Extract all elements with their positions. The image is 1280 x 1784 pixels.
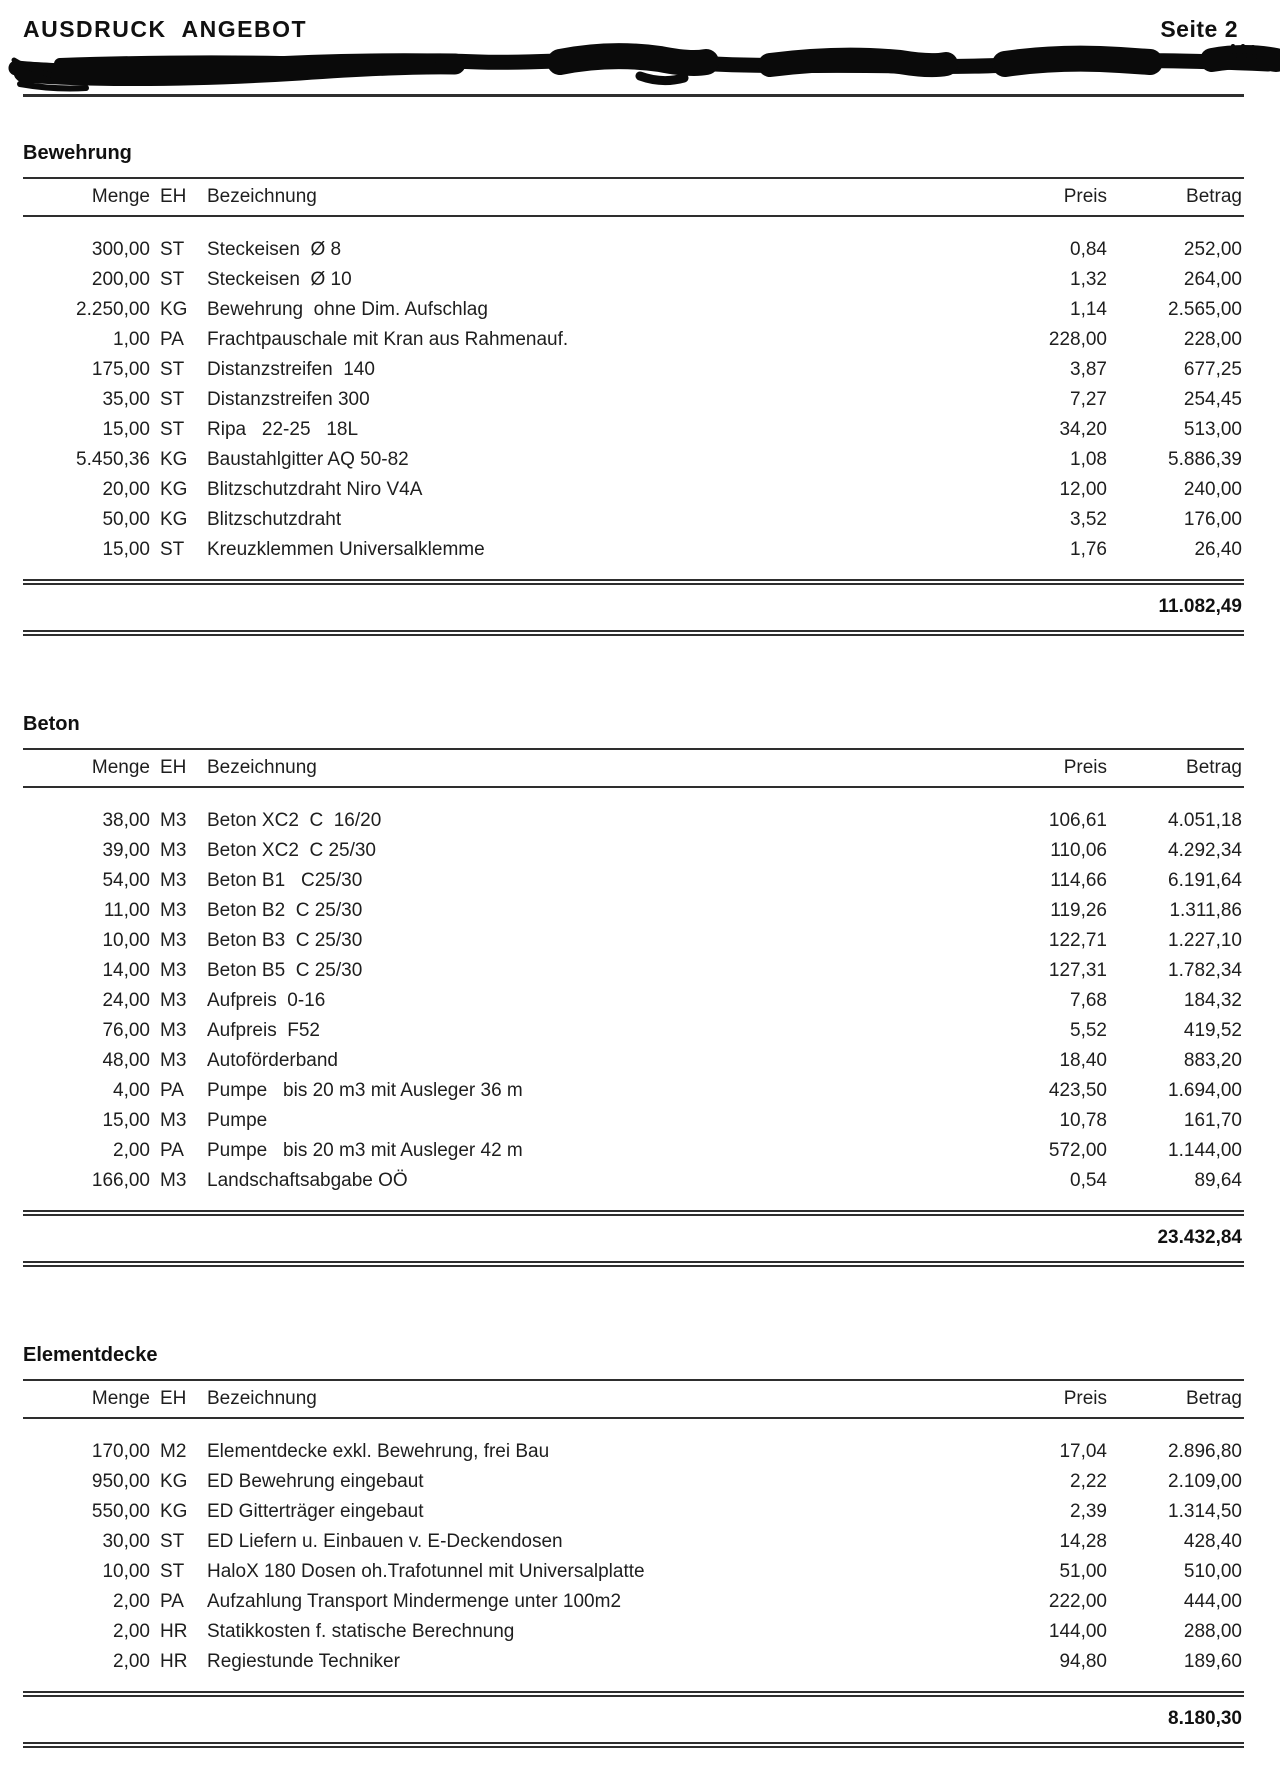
cell-eh: ST xyxy=(160,269,185,290)
cell-bezeichnung: Pumpe bis 20 m3 mit Ausleger 42 m xyxy=(207,1140,523,1161)
section-total: 8.180,30 xyxy=(1168,1708,1242,1729)
cell-preis: 119,26 xyxy=(1050,900,1107,921)
cell-menge: 35,00 xyxy=(102,389,150,410)
section-total: 23.432,84 xyxy=(1157,1227,1242,1248)
cell-menge: 175,00 xyxy=(91,359,150,380)
cell-betrag: 510,00 xyxy=(1183,1561,1242,1582)
column-header-menge: Menge xyxy=(91,757,150,778)
cell-menge: 39,00 xyxy=(102,840,150,861)
cell-preis: 1,14 xyxy=(1070,299,1107,320)
cell-menge: 1,00 xyxy=(113,329,150,350)
cell-bezeichnung: HaloX 180 Dosen oh.Trafotunnel mit Universalplatte xyxy=(207,1561,645,1582)
cell-menge: 54,00 xyxy=(102,870,150,891)
table-row xyxy=(23,355,1244,385)
table-row xyxy=(23,295,1244,325)
cell-eh: ST xyxy=(160,239,185,260)
cell-preis: 0,84 xyxy=(1070,239,1107,260)
cell-menge: 10,00 xyxy=(102,1561,150,1582)
cell-bezeichnung: Aufzahlung Transport Mindermenge unter 100m2 xyxy=(207,1591,622,1612)
cell-preis: 228,00 xyxy=(1048,329,1107,350)
cell-menge: 2,00 xyxy=(113,1140,150,1161)
cell-preis: 122,71 xyxy=(1048,930,1107,951)
cell-eh: KG xyxy=(160,479,188,500)
cell-eh: M3 xyxy=(160,1020,187,1041)
cell-bezeichnung: ED Gitterträger eingebaut xyxy=(207,1501,424,1522)
cell-menge: 166,00 xyxy=(91,1170,150,1191)
cell-eh: KG xyxy=(160,299,188,320)
cell-betrag: 1.314,50 xyxy=(1168,1501,1242,1522)
column-header-bezeichnung: Bezeichnung xyxy=(207,187,317,207)
table-row xyxy=(23,1046,1244,1076)
column-header-eh: EH xyxy=(160,186,187,207)
cell-betrag: 228,00 xyxy=(1183,329,1242,350)
cell-bezeichnung: Aufpreis 0-16 xyxy=(207,990,326,1011)
table-row xyxy=(23,896,1244,926)
table-row xyxy=(23,1136,1244,1166)
cell-bezeichnung: Blitzschutzdraht Niro V4A xyxy=(207,479,423,500)
table-row xyxy=(23,235,1244,265)
cell-preis: 10,78 xyxy=(1059,1110,1107,1131)
cell-bezeichnung: Bewehrung ohne Dim. Aufschlag xyxy=(207,299,488,320)
cell-menge: 76,00 xyxy=(102,1020,150,1041)
cell-bezeichnung: Statikkosten f. statische Berechnung xyxy=(207,1621,515,1642)
cell-bezeichnung: Distanzstreifen 140 xyxy=(207,359,375,380)
cell-bezeichnung: Regiestunde Techniker xyxy=(207,1651,400,1672)
cell-bezeichnung: Beton XC2 C 16/20 xyxy=(207,810,382,831)
cell-menge: 550,00 xyxy=(91,1501,150,1522)
table-body xyxy=(23,788,1244,1210)
cell-eh: ST xyxy=(160,419,185,440)
cell-bezeichnung: ED Bewehrung eingebaut xyxy=(207,1471,424,1492)
cell-eh: M2 xyxy=(160,1441,187,1462)
cell-preis: 222,00 xyxy=(1048,1591,1107,1612)
cell-bezeichnung: Distanzstreifen 300 xyxy=(207,389,370,410)
cell-menge: 5.450,36 xyxy=(76,449,150,470)
table-row xyxy=(23,926,1244,956)
cell-preis: 1,76 xyxy=(1070,539,1107,560)
table-row xyxy=(23,956,1244,986)
cell-preis: 34,20 xyxy=(1059,419,1107,440)
cell-bezeichnung: Blitzschutzdraht xyxy=(207,509,342,530)
cell-preis: 0,54 xyxy=(1070,1170,1107,1191)
cell-eh: M3 xyxy=(160,1170,187,1191)
cell-preis: 127,31 xyxy=(1048,960,1107,981)
cell-eh: M3 xyxy=(160,840,187,861)
cell-menge: 11,00 xyxy=(103,900,150,921)
table-row xyxy=(23,1076,1244,1106)
table-body xyxy=(23,1419,1244,1691)
cell-betrag: 6.191,64 xyxy=(1168,870,1242,891)
cell-preis: 14,28 xyxy=(1059,1531,1107,1552)
cell-betrag: 1.311,86 xyxy=(1169,900,1242,921)
cell-preis: 7,68 xyxy=(1070,990,1107,1011)
cell-preis: 94,80 xyxy=(1059,1651,1107,1672)
cell-betrag: 252,00 xyxy=(1183,239,1242,260)
table-row xyxy=(23,1647,1244,1677)
price-section xyxy=(23,712,1244,1267)
column-header-preis: Preis xyxy=(1063,757,1107,778)
cell-betrag: 288,00 xyxy=(1183,1621,1242,1642)
cell-menge: 2,00 xyxy=(113,1591,150,1612)
cell-bezeichnung: Pumpe bis 20 m3 mit Ausleger 36 m xyxy=(207,1080,523,1101)
cell-eh: PA xyxy=(160,1080,184,1101)
cell-menge: 14,00 xyxy=(102,960,150,981)
cell-eh: KG xyxy=(160,1471,188,1492)
cell-eh: M3 xyxy=(160,1050,187,1071)
table-header-row xyxy=(23,1379,1244,1419)
cell-betrag: 1.694,00 xyxy=(1168,1080,1242,1101)
cell-menge: 38,00 xyxy=(102,810,150,831)
cell-betrag: 419,52 xyxy=(1183,1020,1242,1041)
table-row xyxy=(23,1557,1244,1587)
cell-betrag: 677,25 xyxy=(1183,359,1242,380)
cell-menge: 20,00 xyxy=(102,479,150,500)
section-total-block xyxy=(23,1691,1244,1748)
table-row xyxy=(23,535,1244,565)
cell-preis: 2,39 xyxy=(1070,1501,1107,1522)
cell-betrag: 161,70 xyxy=(1183,1110,1242,1131)
cell-preis: 18,40 xyxy=(1059,1050,1107,1071)
cell-preis: 51,00 xyxy=(1059,1561,1107,1582)
table-row xyxy=(23,1587,1244,1617)
cell-bezeichnung: Landschaftsabgabe OÖ xyxy=(207,1170,408,1191)
cell-menge: 15,00 xyxy=(102,419,150,440)
cell-bezeichnung: Beton B2 C 25/30 xyxy=(207,900,363,921)
cell-preis: 1,08 xyxy=(1070,449,1107,470)
cell-betrag: 5.886,39 xyxy=(1168,449,1242,470)
cell-menge: 170,00 xyxy=(91,1441,150,1462)
cell-preis: 110,06 xyxy=(1050,840,1107,861)
cell-eh: PA xyxy=(160,1140,184,1161)
cell-betrag: 254,45 xyxy=(1183,389,1242,410)
cell-preis: 3,52 xyxy=(1070,509,1107,530)
cell-bezeichnung: Ripa 22-25 18L xyxy=(207,419,359,440)
table-row xyxy=(23,265,1244,295)
cell-eh: M3 xyxy=(160,990,187,1011)
table-row xyxy=(23,866,1244,896)
cell-bezeichnung: Beton XC2 C 25/30 xyxy=(207,840,376,861)
table-row xyxy=(23,445,1244,475)
cell-eh: ST xyxy=(160,539,185,560)
table-row xyxy=(23,1467,1244,1497)
column-header-preis: Preis xyxy=(1063,186,1107,207)
section-title: Elementdecke xyxy=(23,1344,158,1366)
page-content xyxy=(23,0,1244,1748)
section-total: 11.082,49 xyxy=(1158,596,1242,617)
cell-bezeichnung: Baustahlgitter AQ 50-82 xyxy=(207,449,409,470)
cell-preis: 2,22 xyxy=(1070,1471,1107,1492)
column-header-bezeichnung: Bezeichnung xyxy=(207,1389,317,1409)
cell-betrag: 2.896,80 xyxy=(1168,1441,1242,1462)
sections-container xyxy=(23,141,1244,1748)
column-header-menge: Menge xyxy=(91,1388,150,1409)
table-header-row xyxy=(23,177,1244,217)
table-row xyxy=(23,415,1244,445)
column-header-bezeichnung: Bezeichnung xyxy=(207,758,317,778)
cell-eh: M3 xyxy=(160,930,187,951)
cell-eh: KG xyxy=(160,1501,188,1522)
cell-bezeichnung: ED Liefern u. Einbauen v. E-Deckendosen xyxy=(207,1531,563,1552)
cell-bezeichnung: Kreuzklemmen Universalklemme xyxy=(207,539,485,560)
cell-betrag: 1.782,34 xyxy=(1168,960,1242,981)
cell-menge: 4,00 xyxy=(113,1080,150,1101)
cell-preis: 144,00 xyxy=(1048,1621,1107,1642)
cell-menge: 2,00 xyxy=(113,1621,150,1642)
cell-menge: 10,00 xyxy=(102,930,150,951)
cell-menge: 15,00 xyxy=(102,1110,150,1131)
cell-menge: 50,00 xyxy=(102,509,150,530)
table-row xyxy=(23,806,1244,836)
cell-bezeichnung: Pumpe xyxy=(207,1110,268,1131)
cell-betrag: 89,64 xyxy=(1194,1170,1242,1191)
cell-betrag: 2.565,00 xyxy=(1168,299,1242,320)
cell-eh: ST xyxy=(160,1531,185,1552)
section-title: Beton xyxy=(23,713,80,735)
cell-betrag: 189,60 xyxy=(1183,1651,1242,1672)
price-section xyxy=(23,1343,1244,1748)
cell-menge: 200,00 xyxy=(91,269,150,290)
cell-eh: KG xyxy=(160,509,188,530)
section-total-block xyxy=(23,1210,1244,1267)
cell-betrag: 428,40 xyxy=(1183,1531,1242,1552)
cell-menge: 30,00 xyxy=(102,1531,150,1552)
cell-betrag: 513,00 xyxy=(1183,419,1242,440)
table-row xyxy=(23,986,1244,1016)
table-row xyxy=(23,1166,1244,1196)
section-title: Bewehrung xyxy=(23,142,132,164)
cell-eh: HR xyxy=(160,1651,188,1672)
cell-betrag: 264,00 xyxy=(1183,269,1242,290)
cell-betrag: 1.227,10 xyxy=(1168,930,1242,951)
table-row xyxy=(23,1527,1244,1557)
table-row xyxy=(23,836,1244,866)
redaction-scribble-icon xyxy=(0,36,1280,94)
cell-preis: 1,32 xyxy=(1070,269,1107,290)
cell-bezeichnung: Beton B3 C 25/30 xyxy=(207,930,363,951)
cell-betrag: 176,00 xyxy=(1183,509,1242,530)
cell-eh: M3 xyxy=(160,960,187,981)
cell-preis: 5,52 xyxy=(1070,1020,1107,1041)
cell-preis: 114,66 xyxy=(1050,870,1107,891)
cell-menge: 300,00 xyxy=(91,239,150,260)
cell-bezeichnung: Elementdecke exkl. Bewehrung, frei Bau xyxy=(207,1441,550,1462)
cell-preis: 3,87 xyxy=(1070,359,1107,380)
cell-betrag: 240,00 xyxy=(1183,479,1242,500)
cell-menge: 15,00 xyxy=(102,539,150,560)
cell-preis: 12,00 xyxy=(1059,479,1107,500)
cell-betrag: 4.292,34 xyxy=(1168,840,1242,861)
cell-preis: 572,00 xyxy=(1048,1140,1107,1161)
cell-eh: ST xyxy=(160,359,185,380)
cell-eh: M3 xyxy=(160,900,187,921)
cell-eh: PA xyxy=(160,1591,184,1612)
cell-bezeichnung: Autoförderband xyxy=(207,1050,338,1071)
cell-eh: HR xyxy=(160,1621,188,1642)
column-header-eh: EH xyxy=(160,1388,187,1409)
column-header-betrag: Betrag xyxy=(1186,757,1242,778)
cell-preis: 17,04 xyxy=(1059,1441,1107,1462)
cell-eh: M3 xyxy=(160,810,187,831)
table-row xyxy=(23,1106,1244,1136)
price-section xyxy=(23,141,1244,636)
cell-bezeichnung: Beton B5 C 25/30 xyxy=(207,960,363,981)
cell-menge: 2.250,00 xyxy=(76,299,150,320)
cell-betrag: 4.051,18 xyxy=(1168,810,1242,831)
table-row xyxy=(23,1437,1244,1467)
table-row xyxy=(23,505,1244,535)
cell-bezeichnung: Frachtpauschale mit Kran aus Rahmenauf. xyxy=(207,329,569,350)
cell-bezeichnung: Steckeisen Ø 10 xyxy=(207,269,352,290)
cell-eh: M3 xyxy=(160,870,187,891)
cell-menge: 950,00 xyxy=(91,1471,150,1492)
cell-eh: ST xyxy=(160,1561,185,1582)
column-header-menge: Menge xyxy=(91,186,150,207)
column-header-betrag: Betrag xyxy=(1186,1388,1242,1409)
cell-betrag: 444,00 xyxy=(1183,1591,1242,1612)
header-divider xyxy=(23,94,1244,97)
cell-betrag: 883,20 xyxy=(1183,1050,1242,1071)
cell-bezeichnung: Beton B1 C25/30 xyxy=(207,870,363,891)
cell-betrag: 2.109,00 xyxy=(1168,1471,1242,1492)
cell-eh: PA xyxy=(160,329,184,350)
table-row xyxy=(23,1617,1244,1647)
column-header-betrag: Betrag xyxy=(1186,186,1242,207)
cell-eh: ST xyxy=(160,389,185,410)
table-row xyxy=(23,325,1244,355)
table-header-row xyxy=(23,748,1244,788)
cell-eh: M3 xyxy=(160,1110,187,1131)
cell-menge: 24,00 xyxy=(102,990,150,1011)
section-total-block xyxy=(23,579,1244,636)
cell-menge: 2,00 xyxy=(113,1651,150,1672)
cell-betrag: 1.144,00 xyxy=(1168,1140,1242,1161)
table-row xyxy=(23,475,1244,505)
page-number: Seite 2 xyxy=(1160,16,1238,42)
cell-eh: KG xyxy=(160,449,188,470)
table-row xyxy=(23,1497,1244,1527)
cell-betrag: 26,40 xyxy=(1194,539,1242,560)
table-body xyxy=(23,217,1244,579)
column-header-preis: Preis xyxy=(1063,1388,1107,1409)
table-row xyxy=(23,385,1244,415)
column-header-eh: EH xyxy=(160,757,187,778)
cell-preis: 7,27 xyxy=(1070,389,1107,410)
cell-bezeichnung: Steckeisen Ø 8 xyxy=(207,239,342,260)
cell-betrag: 184,32 xyxy=(1183,990,1242,1011)
cell-menge: 48,00 xyxy=(102,1050,150,1071)
document-title: AUSDRUCK ANGEBOT xyxy=(23,16,308,42)
cell-bezeichnung: Aufpreis F52 xyxy=(207,1020,320,1041)
cell-preis: 106,61 xyxy=(1048,810,1107,831)
cell-preis: 423,50 xyxy=(1048,1080,1107,1101)
table-row xyxy=(23,1016,1244,1046)
